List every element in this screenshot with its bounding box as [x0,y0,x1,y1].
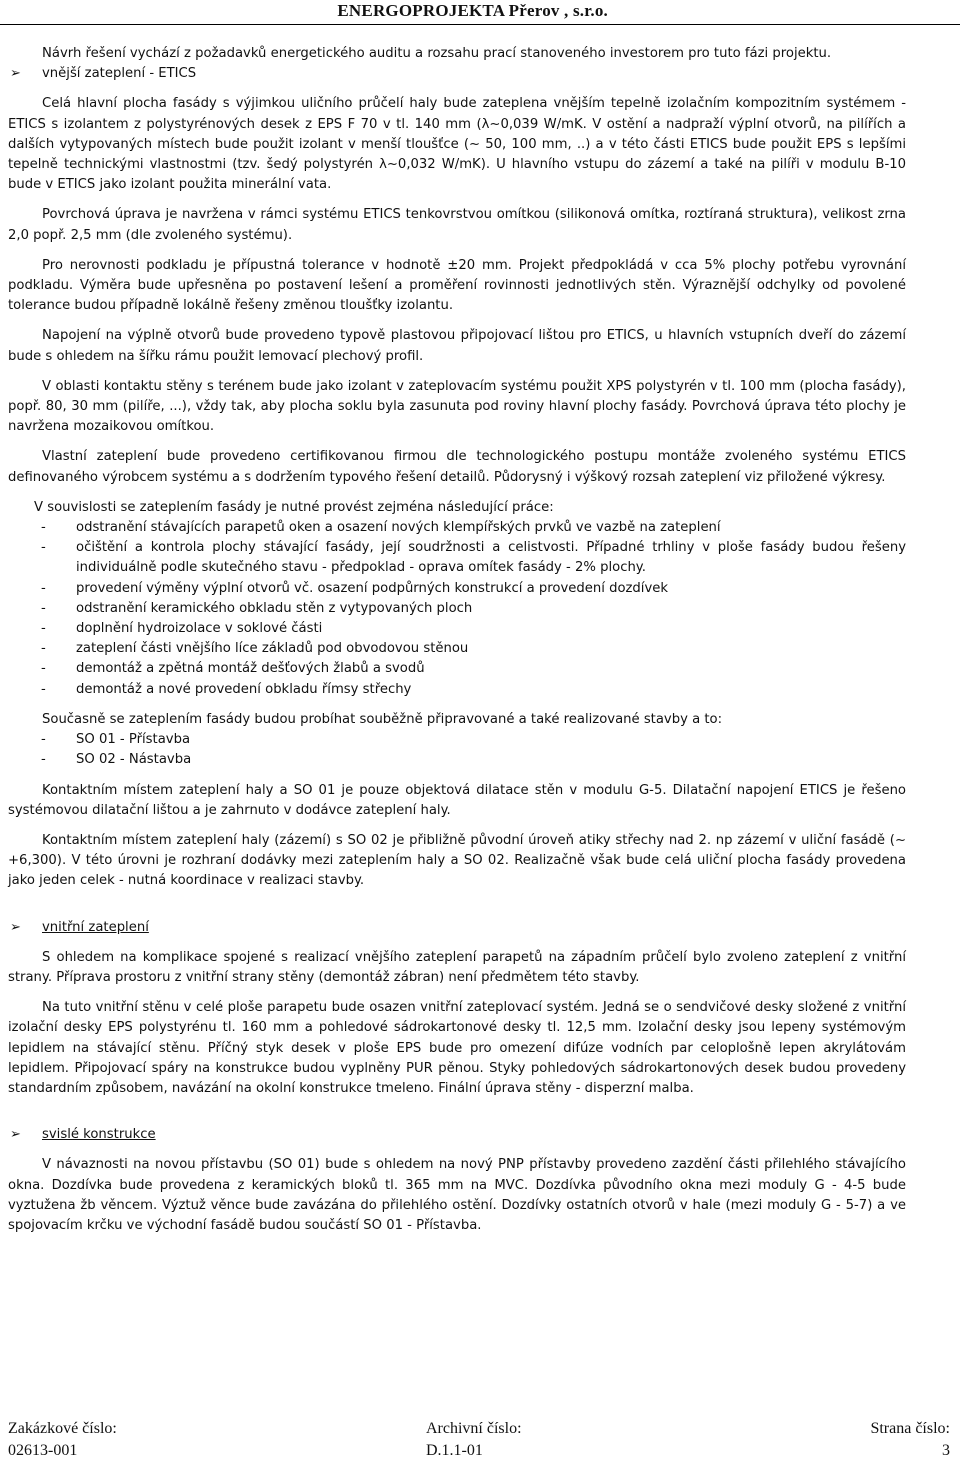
order-label: Zakázkové číslo: [8,1420,117,1437]
paragraph: S ohledem na komplikace spojené s realizací vnějšího zateplení parapetů na západním průčelí bylo zvoleno zateplení z vnitřní strany. Příprava prostoru z vnitřní strany stěny (demontáž zábran) není předmětem této stavby. [8,949,906,985]
intro-paragraph: Návrh řešení vychází z požadavků energetického auditu a rozsahu prací stanoveného investorem pro tuto fázi projektu. [42,46,832,61]
document-body [8,44,906,1236]
paragraph: Pro nerovnosti podkladu je přípustná tolerance v hodnotě ±20 mm. Projekt předpokládá v cca 5% plochy potřebu vyrovnání podkladu. Výměra bude upřesněna po postavení lešení a proměření rovinnosti jednotlivých stěn. Výraznější odchylky od povolené tolerance budou případně lokálně řešeny změnou tloušťky izolantu. [8,257,906,314]
list-item: - očištění a kontrola plochy stávající fasády, její soudržnosti a celistvosti. Případné trhliny v ploše fasády budou řešeny individuálně podle skutečného stavu - předpoklad - oprava omítek fasády - 2% plochy. [41,540,906,576]
list-item: - zateplení části vnějšího líce základů pod obvodovou stěnou [41,641,469,657]
list-item: - SO 02 - Nástavba [41,752,192,768]
list-item: - odstranění stávajících parapetů oken a osazení nových klempířských prvků ve vazbě na zateplení [41,520,721,536]
order-value: 02613-001 [8,1442,78,1459]
list-item: - demontáž a zpětná montáž dešťových žlabů a svodů [41,661,425,677]
list-item: - provedení výměny výplní otvorů vč. osazení podpůrných konstrukcí a provedení dozdívek [41,580,669,596]
page-number: 3 [942,1442,950,1459]
paragraph: Kontaktním místem zateplení haly a SO 01 je pouze objektová dilatace stěn v modulu G-5. Dilatační napojení ETICS je řešeno systémovou dilatační lištou a je zahrnuto v dodávce zateplení haly. [8,782,906,818]
archive-value: D.1.1-01 [426,1442,483,1459]
list-item: - odstranění keramického obkladu stěn z vytypovaných ploch [41,600,473,616]
section-title: vnitřní zateplení [42,919,149,935]
list-item: - doplnění hydroizolace v soklové části [41,621,323,637]
arrow-bullet-icon: ➢ [10,1127,21,1143]
section-heading-etics [8,64,906,84]
paragraph: Napojení na výplně otvorů bude provedeno typově plastovou připojovací lištou pro ETICS, u hlavních vstupních dveří do zázemí bude s ohledem na šířku rámu použit lemovací plechový profil. [8,328,906,364]
paragraph: Současně se zateplením fasády budou probíhat souběžně připravované a také realizované stavby a to: [42,711,723,727]
section-title: svislé konstrukce [42,1127,156,1143]
company-name: ENERGOPROJEKTA Přerov , s.r.o. [337,1,608,20]
footer-order [8,1418,117,1462]
section-heading-walls [8,1125,906,1145]
section-title: vnější zateplení - ETICS [42,66,197,82]
archive-label: Archivní číslo: [426,1420,522,1437]
list-item: - demontáž a nové provedení obkladu římsy střechy [41,681,412,697]
paragraph: V oblasti kontaktu stěny s terénem bude jako izolant v zateplovacím systému použit XPS polystyrén v tl. 100 mm (plocha fasády), popř. 80, 30 mm (pilíře, ...), vždy tak, aby plocha soklu byla zasunuta pod roviny hlavní plochy fasády. Povrchová úprava této plochy je navržena mozaikovou omítkou. [8,378,906,435]
paragraph: Na tuto vnitřní stěnu v celé ploše parapetu bude osazen vnitřní zateplovací systém. Jedná se o sendvičové desky složené z vnitřní izolační desky EPS polystyrénu tl. 160 mm a pohledové sádrokartonové desky tl. 12,5 mm. Izolační desky jsou lepeny systémovým lepidlem na stávající stěnu. Příčný styk desek v ploše EPS bude pro omezení difúze vodních par celoplošně lepen akrylátovám lepidlem. Připojovací spáry na konstrukce budou vyplněny PUR pěnou. Styky pohledových sádrokartonových desek budou provedeny standardním způsobem, navázání na okolní konstrukce tmeleno. Finální úprava stěny - disperzní malba. [8,1000,906,1096]
page-header [0,0,960,25]
arrow-bullet-icon: ➢ [10,919,21,935]
paragraph: Celá hlavní plocha fasády s výjimkou uličního průčelí haly bude zateplena vnějším tepelně izolačním kompozitním systémem - ETICS s izolantem z polystyrénových desek z EPS F 70 v tl. 140 mm (λ~0,039 W/mK. V ostění a nadpraží výplní otvorů, na pilířích a dalších vytypovaných místech bude použit izolant v menší tloušťce (~ 50, 100 mm, ..) a v této části ETICS bude použit EPS s lepšími tepelně technickými vlastnostmi (tzv. šedý polystyrén λ~0,032 W/mK). U hlavního vstupu do zázemí a také na pilíři v modulu B-10 bude v ETICS jako izolant použita minerální vata. [8,96,906,193]
section-heading-interior [8,918,906,938]
footer-page [870,1418,950,1462]
paragraph: Vlastní zateplení bude provedeno certifikovanou firmou dle technologického postupu montáže zvoleného systému ETICS definovaného výrobcem systému a s dodržením typového řešení detailů. Půdorysný i výškový rozsah zateplení viz přiložené výkresy. [8,449,906,485]
page-footer [8,1418,950,1458]
arrow-bullet-icon: ➢ [10,66,21,82]
paragraph: Povrchová úprava je navržena v rámci systému ETICS tenkovrstvou omítkou (silikonová omítka, roztíraná struktura), velikost zrna 2,0 popř. 2,5 mm (dle zvoleného systému). [8,207,906,243]
works-list [8,518,906,700]
paragraph: Kontaktním místem zateplení haly (zázemí) s SO 02 je přibližně původní úroveň atiky střechy nad 2. np zázemí v uliční fasádě (~ +6,300). V této úrovni je rozhraní dodávky mezi zateplením haly a SO 02. Realizačně však bude celá uliční plocha fasády provedena jako jeden celek - nutná koordinace v realizaci stavby. [8,832,906,889]
paragraph: V návaznosti na novou přístavbu (SO 01) bude s ohledem na nový PNP přístavby provedeno zazdění části přilehlého stávajícího okna. Dozdívka bude provedena z keramických bloků tl. 365 mm na MVC. Dozdívka původního okna mezi moduly G - 4-5 bude vyztužena žb věncem. Výztuž věnce bude zavázána do přilehlého ostění. Dozdívky ostatních otvorů v hale (mezi moduly G - 5-7) a ve spojovacím krčku ve východní fasádě budou součástí SO 01 - Přístavba. [8,1157,906,1233]
paragraph: V souvislosti se zateplením fasády je nutné provést zejména následující práce: [34,499,554,515]
list-item: - SO 01 - Přístavba [41,732,191,748]
page-label: Strana číslo: [870,1420,950,1437]
buildings-list [8,730,906,770]
footer-archive [426,1418,522,1462]
